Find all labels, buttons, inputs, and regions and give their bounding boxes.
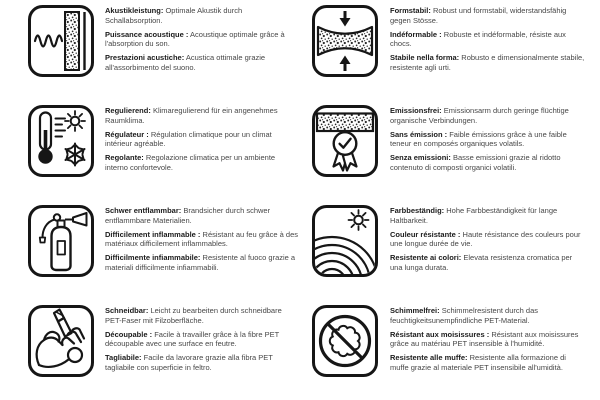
desc-de: Emissionsarm durch geringe flüchtige organische Verbindungen. (390, 106, 569, 125)
label-fr: Couleur résistante : (390, 229, 461, 239)
label-fr: Résistant aux moisissures : (390, 329, 490, 339)
desc-de: Robust und formstabil, widerstandsfähig gegen Stösse. (390, 6, 567, 25)
desc-fr: Haute résistance des couleurs pour une longue durée de vie. (390, 229, 581, 249)
desc-it: Elevata resistenza cromatica per una lunga durata. (390, 253, 573, 272)
paragraph-de (105, 306, 300, 325)
feature-color-fast (300, 200, 600, 300)
paragraph-de (390, 6, 586, 25)
paragraph-fr (390, 130, 586, 149)
paragraph-fr (105, 130, 300, 149)
paragraph-de (390, 206, 586, 225)
label-fr: Puissance acoustique : (105, 29, 189, 39)
feature-text-block (105, 5, 300, 73)
label-fr: Indéformable : (390, 29, 442, 39)
feature-text-block (105, 105, 300, 173)
label-it: Tagliabile: (105, 353, 142, 363)
desc-de: Leicht zu bearbeiten durch schneidbare PET-Faser mit Filzoberfläche. (105, 306, 282, 325)
desc-de: Optimale Akustik durch Schallabsorption. (105, 6, 243, 25)
paragraph-fr (105, 230, 300, 249)
cuttable-hand-knife-icon (28, 305, 94, 377)
paragraph-it (105, 253, 300, 272)
paragraph-it (390, 353, 586, 372)
paragraph-it (390, 153, 586, 172)
label-fr: Difficilement inflammable : (105, 229, 201, 239)
paragraph-fr (105, 330, 300, 349)
label-de: Akustikleistung: (105, 6, 164, 15)
feature-mold-free (300, 300, 600, 400)
label-de: Farbbeständig: (390, 206, 445, 215)
climate-regulation-icon (28, 105, 94, 177)
desc-fr: Résistant aux moisissures grâce au matériau PET insensible à l'humidité. (390, 329, 579, 349)
desc-it: Robusto e dimensionalmente stabile, resistente agli urti. (390, 53, 585, 72)
desc-fr: Régulation climatique pour un climat intérieur agréable. (105, 129, 272, 149)
feature-text-block (390, 105, 586, 173)
desc-it: Basse emissioni grazie al ridotto contenuto di composti organici volatili. (390, 153, 561, 172)
fire-extinguisher-icon (28, 205, 94, 277)
desc-de: Schimmelresistent durch das feuchtigkeitsunempfindliche PET-Material. (390, 306, 538, 325)
feature-text-block (390, 5, 586, 73)
label-fr: Sans émission : (390, 129, 448, 139)
desc-it: Resistente alla formazione di muffe grazie al materiale PET insensibile all'umidità. (390, 353, 566, 372)
paragraph-it (105, 53, 300, 72)
desc-fr: Résistant au feu grâce à des matériaux difficilement inflammables. (105, 229, 299, 249)
desc-de: Brandsicher durch schwer entflammbare Materialien. (105, 206, 271, 225)
sound-absorption-icon (28, 5, 94, 77)
desc-it: Resistente al fuoco grazie a materiali difficilmente infiammabili. (105, 253, 296, 272)
feature-cuttable (0, 300, 300, 400)
feature-text-block (105, 205, 300, 273)
feature-shape-stable (300, 0, 600, 100)
paragraph-de (390, 306, 586, 325)
feature-text-block (390, 305, 586, 373)
feature-emission-free (300, 100, 600, 200)
paragraph-de (105, 106, 300, 125)
desc-fr: Facile à travailler grâce à la fibre PET découpable avec une surface en feutre. (105, 329, 280, 349)
paragraph-de (105, 6, 300, 25)
label-de: Emissionsfrei: (390, 106, 442, 115)
desc-it: Regolazione climatica per un ambiente interno confortevole. (105, 153, 276, 172)
label-it: Regolante: (105, 153, 144, 163)
label-it: Resistente ai colori: (390, 253, 462, 263)
label-fr: Régulateur : (105, 129, 149, 139)
label-de: Schwer entflammbar: (105, 206, 182, 215)
paragraph-fr (105, 30, 300, 49)
paragraph-it (105, 353, 300, 372)
paragraph-fr (390, 30, 586, 49)
desc-fr: Robuste et indéformable, résiste aux chocs. (390, 29, 566, 49)
desc-it: Facile da lavorare grazie alla fibra PET tagliabile con superficie in feltro. (105, 353, 273, 372)
paragraph-it (390, 253, 586, 272)
paragraph-it (390, 53, 586, 72)
label-fr: Découpable : (105, 329, 153, 339)
label-it: Resistente alle muffe: (390, 353, 468, 363)
label-it: Senza emissioni: (390, 153, 451, 163)
desc-de: Klimaregulierend für ein angenehmes Raumklima. (105, 106, 278, 125)
no-mold-icon (312, 305, 378, 377)
paragraph-it (105, 153, 300, 172)
label-it: Difficilmente infiammabile: (105, 253, 201, 263)
feature-climate (0, 100, 300, 200)
desc-de: Hohe Farbbeständigkeit für lange Haltbarkeit. (390, 206, 558, 225)
desc-it: Acustica ottimale grazie all'assorbimento del suono. (105, 53, 266, 72)
feature-acoustic (0, 0, 300, 100)
label-it: Stabile nella forma: (390, 53, 460, 63)
paragraph-fr (390, 330, 586, 349)
paragraph-fr (390, 230, 586, 249)
label-it: Prestazioni acustiche: (105, 53, 185, 63)
paragraph-de (390, 106, 586, 125)
feature-text-block (105, 305, 300, 373)
color-fastness-icon (312, 205, 378, 277)
shape-stability-icon (312, 5, 378, 77)
low-emission-certificate-icon (312, 105, 378, 177)
feature-flame-resistant (0, 200, 300, 300)
paragraph-de (105, 206, 300, 225)
label-de: Schimmelfrei: (390, 306, 440, 315)
feature-text-block (390, 205, 586, 273)
label-de: Formstabil: (390, 6, 431, 15)
label-de: Regulierend: (105, 106, 151, 115)
label-de: Schneidbar: (105, 306, 149, 315)
desc-fr: Faible émissions grâce à une faible teneur en composés organiques volatils. (390, 129, 567, 149)
desc-fr: Acoustique optimale grâce à l'absorption du son. (105, 29, 285, 49)
